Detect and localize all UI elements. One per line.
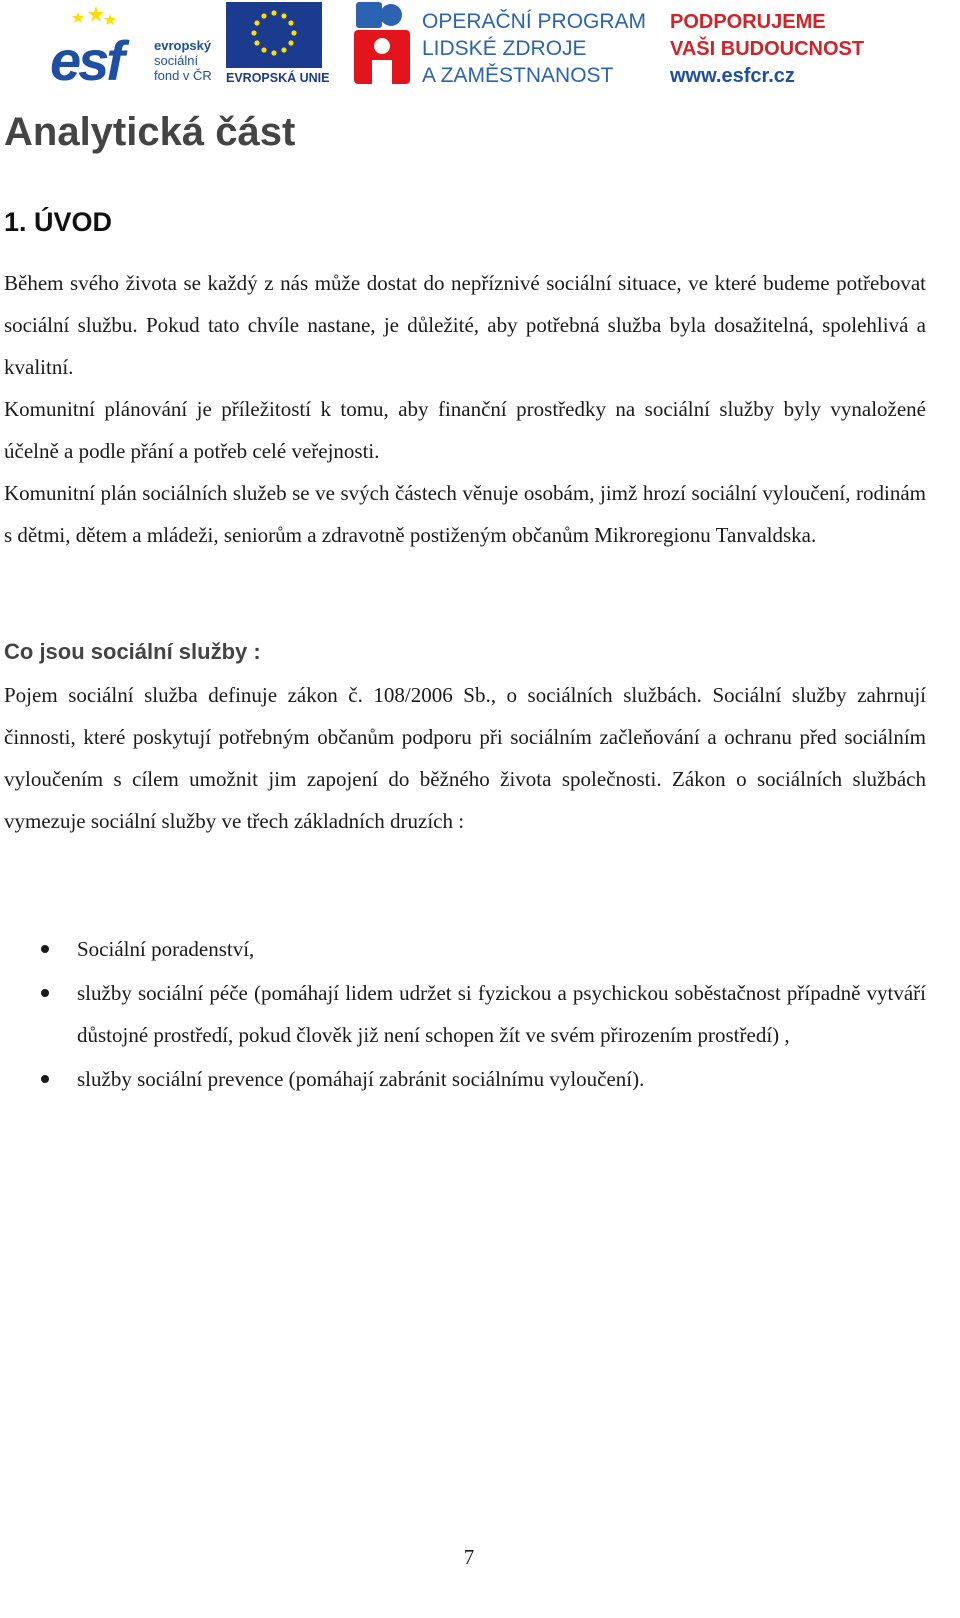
bullet-icon (41, 1075, 49, 1083)
esf-logo (50, 0, 218, 88)
eu-logo (226, 2, 330, 85)
slogan-logo (669, 11, 864, 87)
definition-paragraph: Pojem sociální služba definuje zákon č. 108/2006 Sb., o sociálních službách. Sociální služby zahrnují činnosti, které poskytují potřebným občanům podporu při sociálním začleňování a ochranu před sociálním vyloučením s cílem umožnit jim zapojení do běžného života společnosti. Zákon o sociálních službách vymezuje sociální služby ve třech základních druzích : (4, 683, 926, 833)
intro-paragraph: Během svého života se každý z nás může dostat do nepříznivé sociální situace, ve které budeme potřebovat sociální službu. Pokud tato chvíle nastane, je důležité, aby potřebná služba byla dosažitelná, spolehlivá a kvalitní. (4, 271, 926, 379)
service-types-list (4, 928, 926, 1102)
esf-wordmark: esf (50, 29, 122, 88)
list-item (4, 928, 926, 970)
puzzle-figure-icon (354, 2, 410, 84)
list-item (4, 1058, 926, 1100)
list-item (4, 972, 926, 1056)
slogan-line1: PODPORUJEME (670, 11, 826, 33)
op-line1: OPERAČNÍ PROGRAM (422, 10, 647, 33)
planning-paragraph: Komunitní plánování je příležitostí k tomu, aby finanční prostředky na sociální služby byly vynaložené účelně a podle přání a potřeb celé veřejnosti. (4, 397, 926, 463)
esf-line2: sociální (154, 53, 199, 68)
list-item-text: služby sociální péče (pomáhají lidem udržet si fyzickou a psychickou soběstačnost případně vytváří důstojné prostředí, pokud člověk již není schopen žít ve svém přirozením prostředí) , (77, 981, 926, 1047)
eu-caption: EVROPSKÁ UNIE (226, 71, 330, 85)
esf-line3: fond v ČR (154, 68, 212, 83)
logo-banner (50, 0, 890, 88)
subheading: Co jsou sociální služby : (4, 639, 261, 664)
bullet-icon (41, 945, 49, 953)
bullet-icon (41, 989, 49, 997)
list-item-text: Sociální poradenství, (77, 937, 255, 961)
plan-scope-paragraph: Komunitní plán sociálních služeb se ve svých částech věnuje osobám, jimž hrozí sociální vyloučení, rodinám s dětmi, dětem a mládeži, seniorům a zdravotně postiženým občanům Mikroregionu Tanvaldska. (4, 481, 926, 547)
page-title: Analytická část (4, 110, 296, 154)
section-heading: 1. ÚVOD (4, 207, 113, 237)
list-item-text: služby sociální prevence (pomáhají zabránit sociálnímu vyloučení). (77, 1067, 645, 1091)
page-number: 7 (463, 1545, 475, 1569)
op-line3: A ZAMĚSTNANOST (422, 64, 614, 87)
op-logo (354, 2, 646, 87)
slogan-url: www.esfcr.cz (670, 65, 795, 87)
esf-line1: evropský (154, 38, 212, 53)
slogan-line2: VAŠI BUDOUCNOST (670, 38, 865, 60)
op-line2: LIDSKÉ ZDROJE (422, 37, 587, 60)
